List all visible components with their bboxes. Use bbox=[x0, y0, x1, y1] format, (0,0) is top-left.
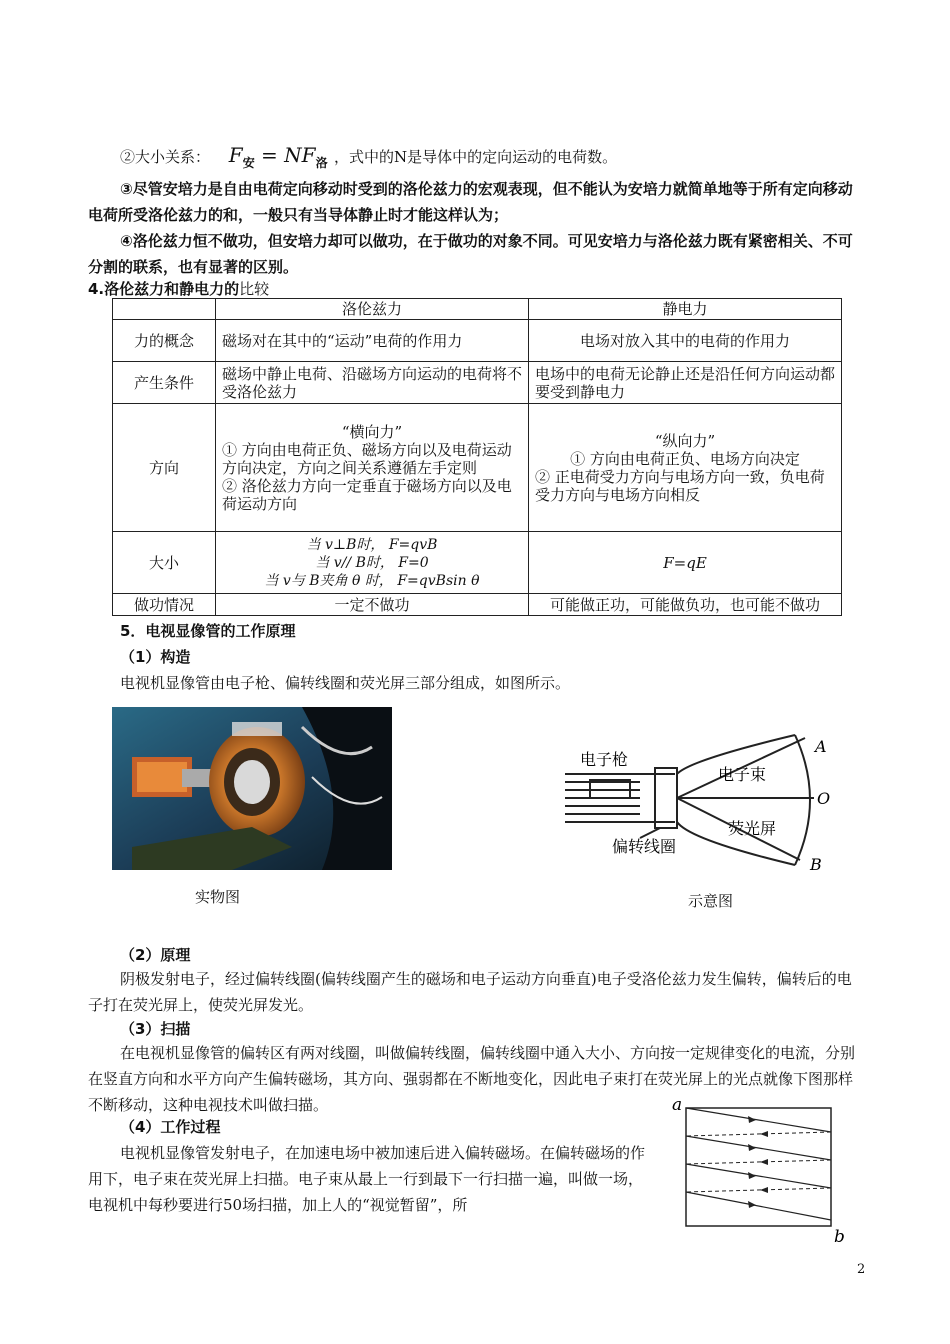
photo-caption: 实物图 bbox=[195, 888, 241, 906]
formula-lhs: F bbox=[228, 143, 243, 167]
formula-lhs-sub: 安 bbox=[242, 156, 255, 170]
static-cell bbox=[529, 404, 842, 532]
comparison-table bbox=[112, 298, 842, 616]
static-direction-2: ② 正电荷受力方向与电场方向一致，负电荷受力方向与电场方向相反 bbox=[535, 467, 825, 504]
crt-photo bbox=[112, 707, 392, 870]
lorentz-direction-2: ② 洛伦兹力方向一定垂直于磁场方向以及电荷运动方向 bbox=[222, 476, 512, 513]
sub-heading-3: （3）扫描 bbox=[120, 1020, 191, 1038]
lorentz-cell bbox=[216, 532, 529, 594]
table-row bbox=[113, 594, 842, 616]
lorentz-size-1: 当 v⊥B时， F=qvB bbox=[306, 536, 438, 553]
static-direction-1: ① 方向由电荷正负、电场方向决定 bbox=[570, 449, 800, 468]
static-direction-title: “纵向力” bbox=[654, 431, 716, 450]
paragraph-3: ③尽管安培力是自由电荷定向移动时受到的洛伦兹力的宏观表现，但不能认为安培力就简单地等于所有定向移动电荷所受洛伦兹力的和，一般只有当导体静止时才能这样认为； bbox=[88, 180, 853, 224]
table-header-cell: 洛伦兹力 bbox=[216, 299, 529, 320]
principle-text: 阴极发射电子，经过偏转线圈(偏转线圈产生的磁场和电子运动方向垂直)电子受洛伦兹力发生偏转，偏转后的电子打在荧光屏上，使荧光屏发光。 bbox=[88, 970, 852, 1014]
table-header-cell bbox=[113, 299, 216, 320]
table-row bbox=[113, 532, 842, 594]
static-cell: 电场对放入其中的电荷的作用力 bbox=[529, 320, 842, 362]
static-cell: 电场中的电荷无论静止还是沿任何方向运动都要受到静电力 bbox=[529, 362, 842, 404]
scan-diagram-svg bbox=[668, 1096, 858, 1246]
size-relation-suffix: ，式中的N是导体中的定向运动的电荷数。 bbox=[333, 148, 618, 166]
row-label: 力的概念 bbox=[113, 320, 216, 362]
table-header-row bbox=[113, 299, 842, 320]
section-4-bold: 4.洛伦兹力和静电力的 bbox=[88, 280, 240, 298]
diagram-label-B: B bbox=[810, 855, 822, 874]
lorentz-direction-title: “横向力” bbox=[341, 422, 403, 441]
section-4-normal: 比较 bbox=[239, 280, 270, 298]
lorentz-cell: 磁场中静止电荷、沿磁场方向运动的电荷将不受洛伦兹力 bbox=[216, 362, 529, 404]
section-5-title: 5．电视显像管的工作原理 bbox=[120, 622, 296, 640]
structure-text: 电视机显像管由电子枪、偏转线圈和荧光屏三部分组成，如图所示。 bbox=[120, 674, 571, 692]
formula-eq: = NF bbox=[254, 143, 316, 167]
lorentz-direction-1: ① 方向由电荷正负、磁场方向以及电荷运动方向决定，方向之间关系遵循左手定则 bbox=[222, 440, 512, 477]
row-label: 产生条件 bbox=[113, 362, 216, 404]
crt-photo-illustration bbox=[112, 707, 392, 870]
scan-label-a: a bbox=[672, 1096, 683, 1115]
lorentz-cell: 一定不做功 bbox=[216, 594, 529, 616]
sub-heading-1: （1）构造 bbox=[120, 648, 191, 666]
diagram-label-gun: 电子枪 bbox=[580, 750, 629, 769]
scan-text: 在电视机显像管的偏转区有两对线圈，叫做偏转线圈，偏转线圈中通入大小、方向按一定规律变化的电流，分别在竖直方向和水平方向产生偏转磁场，其方向、强弱都在不断地变化，因此电子束打在荧光屏上的光点就像下图那样不断移动，这种电视技术叫做扫描。 bbox=[88, 1044, 856, 1114]
diagram-label-A: A bbox=[815, 737, 827, 756]
size-relation-line bbox=[120, 140, 617, 178]
sub-heading-4: （4）工作过程 bbox=[120, 1118, 221, 1136]
static-cell: F=qE bbox=[529, 532, 842, 594]
lorentz-size-3: 当 v与 B夹角 θ 时， F=qvBsin θ bbox=[264, 572, 480, 589]
lorentz-size-2: 当 v// B时， F=0 bbox=[315, 554, 429, 571]
table-row bbox=[113, 404, 842, 532]
lorentz-cell bbox=[216, 404, 529, 532]
row-label: 大小 bbox=[113, 532, 216, 594]
table-header-cell: 静电力 bbox=[529, 299, 842, 320]
size-relation-prefix: ②大小关系： bbox=[120, 148, 211, 166]
row-label: 方向 bbox=[113, 404, 216, 532]
formula-rhs-sub: 洛 bbox=[315, 156, 328, 170]
page-number: 2 bbox=[857, 1262, 866, 1277]
section-4-heading bbox=[88, 278, 269, 299]
diagram-label-deflect: 偏转线圈 bbox=[612, 837, 677, 856]
table-row bbox=[113, 320, 842, 362]
scan-diagram bbox=[668, 1096, 858, 1246]
formula bbox=[228, 143, 334, 170]
diagram-label-screen: 荧光屏 bbox=[728, 819, 777, 838]
diagram-caption: 示意图 bbox=[688, 892, 734, 910]
row-label: 做功情况 bbox=[113, 594, 216, 616]
sub-heading-2: （2）原理 bbox=[120, 946, 191, 964]
crt-schematic bbox=[560, 730, 840, 880]
lorentz-cell: 磁场对在其中的“运动”电荷的作用力 bbox=[216, 320, 529, 362]
table-row bbox=[113, 362, 842, 404]
scan-label-b: b bbox=[834, 1227, 845, 1246]
crt-schematic-svg bbox=[560, 730, 840, 880]
paragraph-4: ④洛伦兹力恒不做功，但安培力却可以做功，在于做功的对象不同。可见安培力与洛伦兹力既有紧密相关、不可分割的联系，也有显著的区别。 bbox=[88, 232, 853, 276]
diagram-label-O: O bbox=[817, 789, 831, 808]
static-cell: 可能做正功，可能做负功，也可能不做功 bbox=[529, 594, 842, 616]
process-text: 电视机显像管发射电子，在加速电场中被加速后进入偏转磁场。在偏转磁场的作用下，电子束在荧光屏上扫描。电子束从最上一行到最下一行扫描一遍，叫做一场，电视机中每秒要进行50场扫描，加上人的“视觉暂留”，所 bbox=[88, 1144, 646, 1214]
diagram-label-beam: 电子束 bbox=[718, 765, 767, 784]
